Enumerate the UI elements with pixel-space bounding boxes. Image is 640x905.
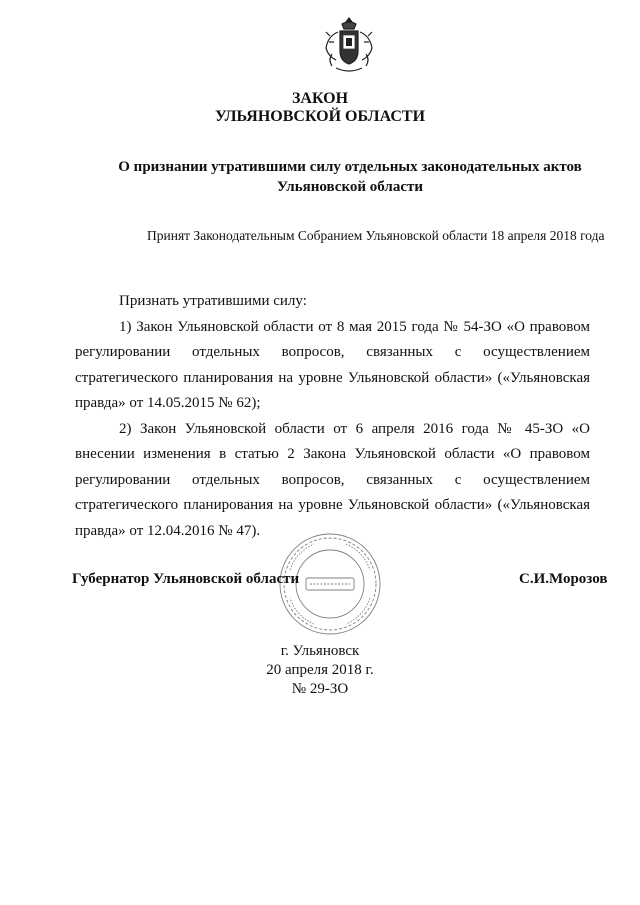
- law-subject-line-1: О признании утратившими силу отдельных законодательных актов: [118, 159, 582, 175]
- adoption-note: Принят Законодательным Собранием Ульяновской области 18 апреля 2018 года: [147, 228, 605, 243]
- issue-city: г. Ульяновск: [280, 643, 360, 659]
- body-item-1: 1) Закон Ульяновской области от 8 мая 2015 года № 54-ЗО «О правовом регулировании отдельных вопросов, связанных с осуществлением стратегического планирования на уровне Ульяновской области» («Ульяновская правда» от 14.05.2015 № 62);: [75, 318, 590, 411]
- law-subject-line-2: Ульяновской области: [276, 179, 424, 195]
- body-item-2: 2) Закон Ульяновской области от 6 апреля 2016 года № 45-ЗО «О внесении изменения в статью 2 Закона Ульяновской области «О правовом регулировании отдельных вопросов, связанных с осуществлением стратегического планирования на уровне Ульяновской области» («Ульяновская правда» от 12.04.2016 № 47).: [75, 420, 590, 539]
- document-title: ЗАКОН: [291, 90, 349, 107]
- signatory-name: С.И.Морозов: [519, 571, 608, 587]
- law-number: № 29-ЗО: [291, 681, 349, 697]
- coat-of-arms-icon: [318, 14, 380, 76]
- law-subject-heading: [110, 157, 590, 197]
- document-title-region: УЛЬЯНОВСКОЙ ОБЛАСТИ: [214, 108, 426, 125]
- signatory-position: Губернатор Ульяновской области: [72, 571, 300, 587]
- law-body: [75, 289, 590, 544]
- body-intro: Признать утратившими силу:: [119, 293, 307, 309]
- issue-date: 20 апреля 2018 г.: [266, 662, 374, 678]
